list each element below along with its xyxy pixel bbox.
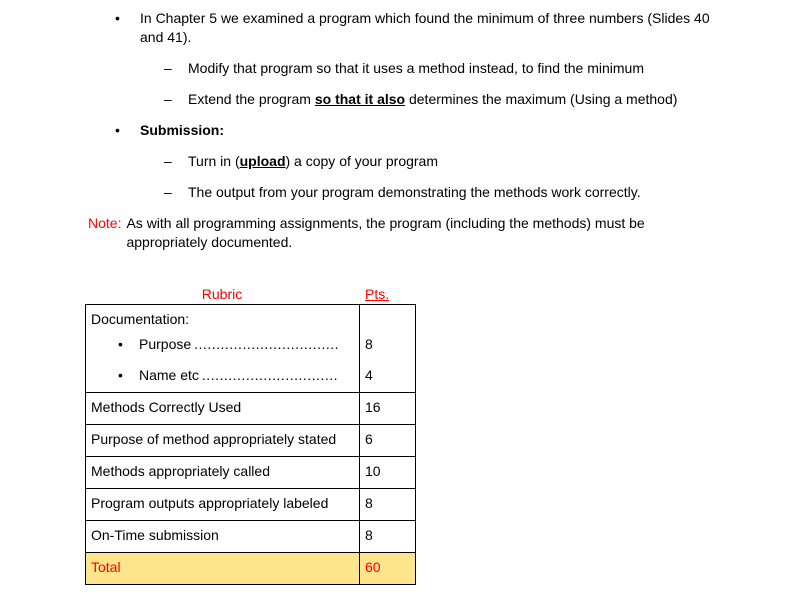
sub-item-text-pre: Turn in ( bbox=[188, 153, 240, 169]
sub-item-text-pre: Extend the program bbox=[188, 91, 315, 107]
table-row-outputs-labeled bbox=[86, 489, 416, 521]
purpose-cell bbox=[86, 330, 360, 361]
table-row-methods-used bbox=[86, 393, 416, 425]
pts-cell: 8 bbox=[360, 489, 416, 521]
row-label-cell: Methods Correctly Used bbox=[86, 393, 360, 425]
pts-cell: 8 bbox=[360, 521, 416, 553]
note-text: As with all programming assignments, the program (including the methods) must be appropriately documented. bbox=[126, 215, 645, 250]
dash-icon: – bbox=[164, 184, 172, 200]
row-label: Purpose bbox=[139, 336, 192, 352]
dash-icon: – bbox=[164, 153, 172, 169]
bullet-icon: • bbox=[115, 10, 120, 26]
dot-leader: ................................. bbox=[194, 336, 340, 352]
bullet-icon: • bbox=[118, 367, 123, 383]
note-label: Note: bbox=[88, 215, 122, 231]
row-label-cell: Purpose of method appropriately stated bbox=[86, 425, 360, 457]
sub-item-program-output bbox=[164, 183, 722, 202]
list-item-text: In Chapter 5 we examined a program which found the minimum of three numbers (Slides 40 and 41). bbox=[140, 10, 710, 45]
row-label-cell: Program outputs appropriately labeled bbox=[86, 489, 360, 521]
pts-cell: 4 bbox=[360, 361, 416, 393]
row-label: Name etc bbox=[139, 367, 199, 383]
total-label-cell: Total bbox=[86, 553, 360, 585]
bullet-icon: • bbox=[115, 122, 120, 138]
leader-line bbox=[91, 335, 354, 354]
bullet-icon: • bbox=[118, 336, 123, 352]
note-paragraph bbox=[88, 214, 722, 252]
table-row-methods-called bbox=[86, 457, 416, 489]
pts-cell: 16 bbox=[360, 393, 416, 425]
row-label-cell: Methods appropriately called bbox=[86, 457, 360, 489]
table-row-purpose bbox=[86, 330, 416, 361]
rubric-column-header: Rubric bbox=[201, 286, 243, 302]
sub-item-text-plain: The output from your program demonstrating the methods work correctly. bbox=[188, 184, 641, 200]
table-row-purpose-stated bbox=[86, 425, 416, 457]
total-pts-cell: 60 bbox=[360, 553, 416, 585]
dash-icon: – bbox=[164, 91, 172, 107]
sub-item-text-post: determines the maximum (Using a method) bbox=[405, 91, 678, 107]
list-item-chapter5-overview bbox=[115, 9, 722, 47]
dash-icon: – bbox=[164, 60, 172, 76]
row-label-cell: On-Time submission bbox=[86, 521, 360, 553]
table-row-total bbox=[86, 553, 416, 585]
sub-item-text bbox=[188, 183, 722, 202]
list-item-submission-heading bbox=[115, 121, 722, 140]
pts-cell-empty bbox=[360, 305, 416, 331]
sub-item-text-post: ) a copy of your program bbox=[285, 153, 439, 169]
dot-leader: ............................... bbox=[201, 367, 339, 383]
submission-heading-text: Submission: bbox=[140, 122, 225, 138]
rubric-table-section bbox=[85, 286, 417, 585]
pts-cell: 6 bbox=[360, 425, 416, 457]
sub-item-turn-in-upload bbox=[164, 152, 722, 171]
rubric-table bbox=[85, 304, 416, 585]
documentation-title-cell: Documentation: bbox=[86, 305, 360, 331]
sub-item-text bbox=[188, 90, 722, 109]
sub-item-text-emphasis: upload bbox=[239, 153, 286, 169]
sub-item-extend-program bbox=[164, 90, 722, 109]
rubric-table-header bbox=[85, 286, 417, 303]
pts-cell: 10 bbox=[360, 457, 416, 489]
sub-item-text bbox=[188, 152, 722, 171]
pts-column-header: Pts. bbox=[365, 286, 390, 302]
sub-item-modify-program bbox=[164, 59, 722, 78]
table-row-documentation bbox=[86, 305, 416, 331]
sub-item-text-emphasis: so that it also bbox=[314, 91, 406, 107]
name-etc-cell bbox=[86, 361, 360, 393]
sub-item-text bbox=[188, 59, 722, 78]
table-row-name-etc bbox=[86, 361, 416, 393]
leader-line bbox=[91, 366, 354, 385]
table-row-on-time bbox=[86, 521, 416, 553]
sub-item-text-plain: Modify that program so that it uses a method instead, to find the minimum bbox=[188, 60, 644, 76]
pts-cell: 8 bbox=[360, 330, 416, 361]
